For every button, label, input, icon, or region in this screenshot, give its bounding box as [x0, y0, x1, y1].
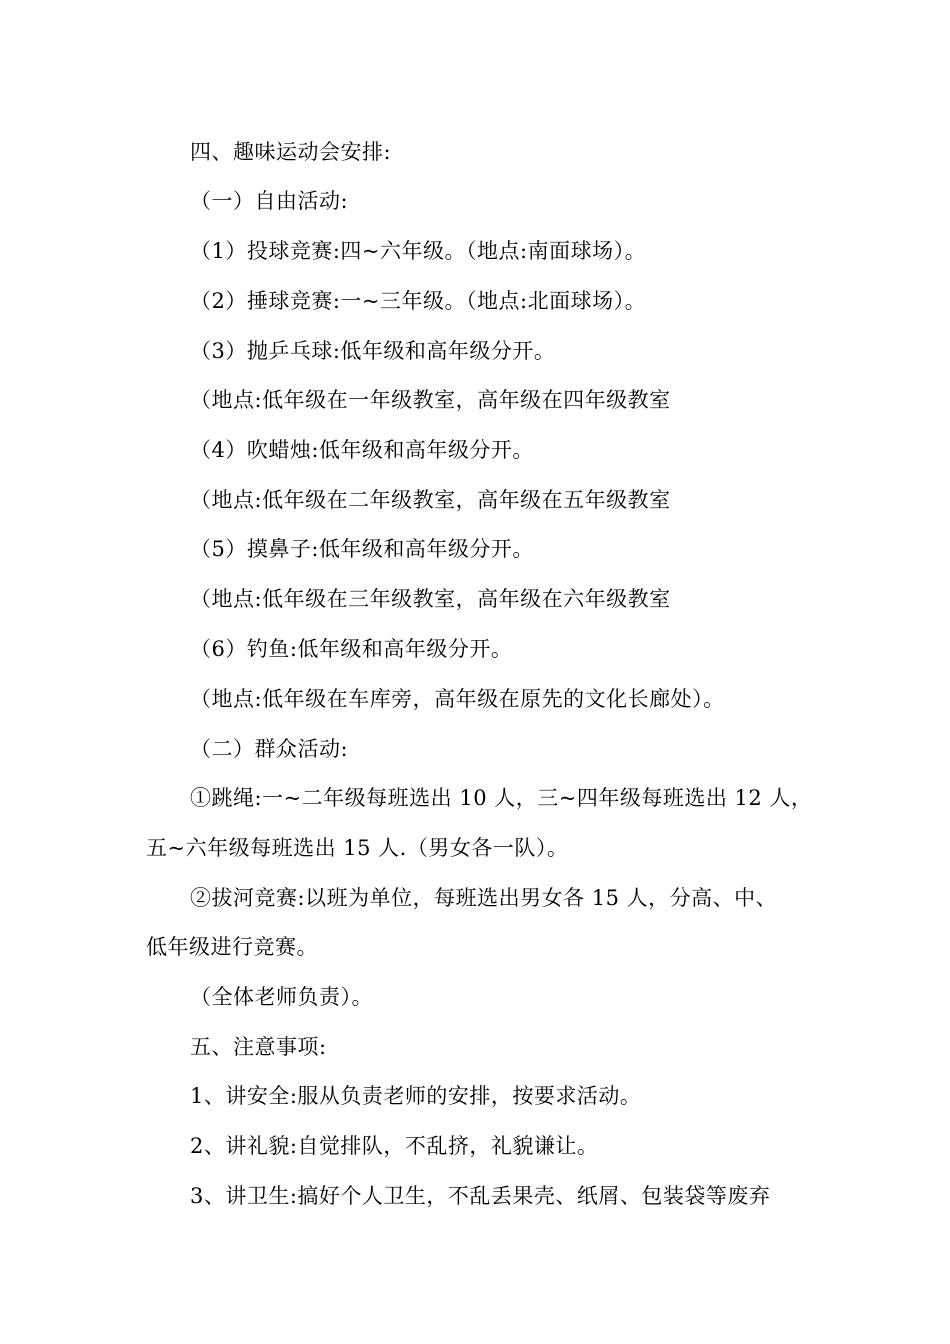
section-heading: 四、趣味运动会安排:: [190, 140, 392, 164]
paragraph-line: 低年级进行竞赛。: [146, 935, 318, 959]
paragraph-line: （地点:低年级在一年级教室，高年级在四年级教室: [190, 388, 671, 412]
paragraph-line: （地点:低年级在车库旁，高年级在原先的文化长廊处）。: [190, 687, 725, 711]
paragraph-line: （1）投球竞赛:四~六年级。（地点:南面球场）。: [190, 239, 647, 263]
paragraph-line: ①跳绳:一~二年级每班选出 10 人，三~四年级每班选出 12 人，: [190, 786, 813, 810]
subsection-heading: （一）自由活动:: [190, 189, 349, 213]
paragraph-line: （2）捶球竞赛:一~三年级。（地点:北面球场）。: [190, 289, 647, 313]
section-heading: 五、注意事项:: [190, 1035, 327, 1059]
paragraph-line: （3）抛乒乓球:低年级和高年级分开。: [190, 339, 556, 363]
paragraph-line: （地点:低年级在二年级教室，高年级在五年级教室: [190, 488, 671, 512]
paragraph-line: 3、讲卫生:搞好个人卫生，不乱丢果壳、纸屑、包装袋等废弃: [190, 1184, 771, 1208]
paragraph-line: ②拔河竞赛:以班为单位，每班选出男女各 15 人，分高、中、: [190, 886, 778, 910]
subsection-heading: （二）群众活动:: [190, 737, 349, 761]
paragraph-line: （5）摸鼻子:低年级和高年级分开。: [190, 537, 534, 561]
paragraph-line: 2、讲礼貌:自觉排队，不乱挤，礼貌谦让。: [190, 1134, 599, 1158]
paragraph-line: （全体老师负责）。: [190, 985, 373, 1009]
paragraph-line: 1、讲安全:服从负责老师的安排，按要求活动。: [190, 1084, 642, 1108]
paragraph-line: （4）吹蜡烛:低年级和高年级分开。: [190, 438, 534, 462]
paragraph-line: （地点:低年级在三年级教室，高年级在六年级教室: [190, 587, 671, 611]
paragraph-line: 五~六年级每班选出 15 人.（男女各一队）。: [146, 836, 569, 860]
paragraph-line: （6）钓鱼:低年级和高年级分开。: [190, 637, 513, 661]
